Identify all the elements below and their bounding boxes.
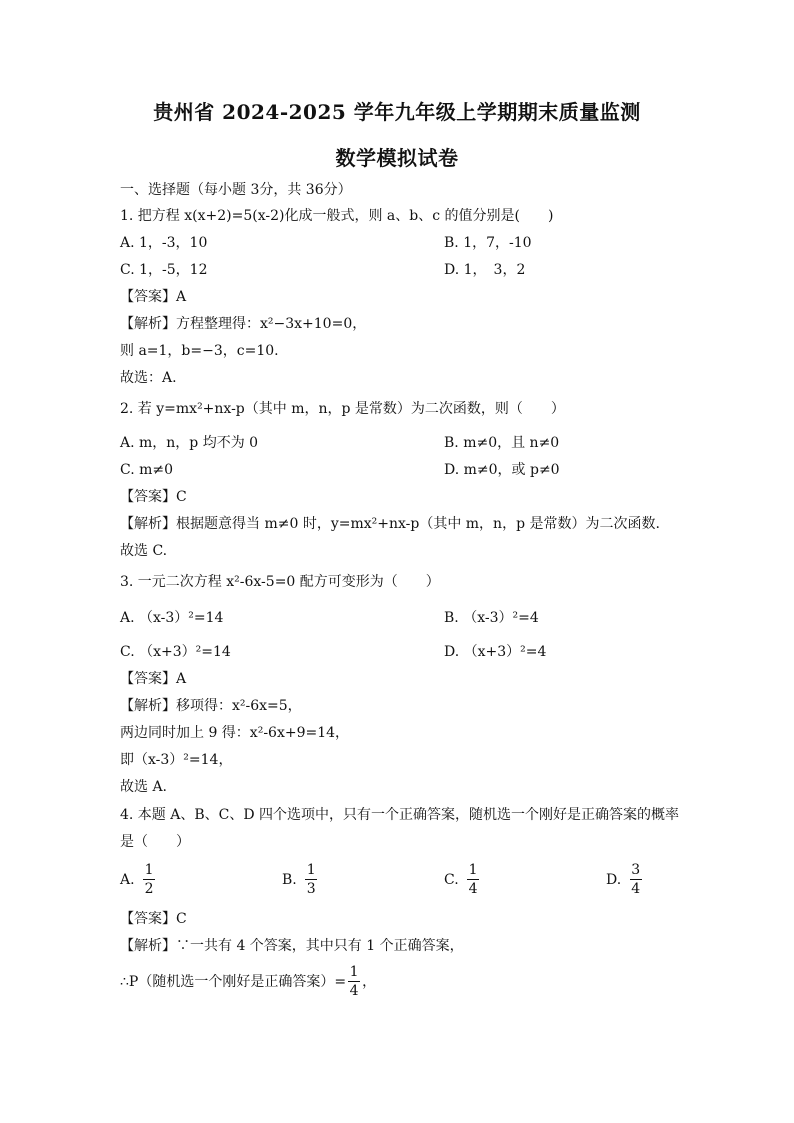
q3-answer: 【答案】A [120, 671, 187, 687]
q4-option-a-numerator: 1 [144, 862, 154, 878]
q1-stem: 1. 把方程 x(x+2)=5(x-2)化成一般式，则 a、b、c 的值分别是( ) [120, 208, 554, 224]
q1-option-d: D. 1， 3，2 [444, 262, 526, 278]
section-heading: 一、选择题（每小题 3分，共 36分） [120, 182, 352, 198]
fraction-bar [305, 879, 317, 880]
q1-answer: 【答案】A [120, 289, 187, 305]
q4-option-d-numerator: 3 [631, 862, 641, 878]
q4-option-b-fraction [305, 862, 318, 897]
q4-option-b [282, 862, 318, 897]
q4-option-a-fraction [143, 862, 156, 897]
q2-stem: 2. 若 y=mx²+nx-p（其中 m，n，p 是常数）为二次函数，则（ ） [120, 401, 565, 417]
fraction-bar [348, 981, 360, 982]
q2-analysis-1: 【解析】根据题意得当 m≠0 时，y=mx²+nx-p（其中 m，n，p 是常数）为二次函数. [120, 516, 660, 532]
q4-option-a-denominator: 2 [144, 881, 154, 897]
q4-option-c-denominator: 4 [468, 881, 478, 897]
q3-option-a: A. （x-3）²=14 [120, 610, 224, 626]
q2-answer: 【答案】C [120, 489, 187, 505]
q1-option-c: C. 1，-5，12 [120, 262, 208, 278]
q4-option-c [444, 862, 480, 897]
q4-option-b-denominator: 3 [306, 881, 316, 897]
q4-stem-line-2: 是（ ） [120, 834, 190, 850]
q3-analysis-3: 即（x-3）²=14， [120, 752, 233, 768]
q2-option-d: D. m≠0，或 p≠0 [444, 462, 560, 478]
q4-option-d [606, 862, 642, 897]
q4-stem-line-1: 4. 本题 A、B、C、D 四个选项中，只有一个正确答案，随机选一个刚好是正确答案的概率 [120, 807, 680, 823]
q4-analysis-2-fraction [348, 964, 360, 999]
q4-analysis-2-prefix: ∴P（随机选一个刚好是正确答案）= [120, 973, 347, 990]
q3-analysis-4: 故选 A. [120, 779, 168, 795]
q4-option-c-numerator: 1 [468, 862, 478, 878]
q4-option-a [120, 862, 155, 897]
q4-analysis-2 [120, 964, 376, 999]
q3-option-c: C. （x+3）²=14 [120, 644, 231, 660]
q2-option-c: C. m≠0 [120, 462, 174, 478]
fraction-bar [630, 879, 642, 880]
q1-analysis-1: 【解析】方程整理得：x²−3x+10=0， [120, 316, 367, 332]
q4-answer: 【答案】C [120, 911, 187, 927]
q4-option-d-label: D. [606, 871, 622, 888]
q2-option-b: B. m≠0，且 n≠0 [444, 435, 560, 451]
q4-option-b-numerator: 1 [306, 862, 316, 878]
q2-analysis-2: 故选 C. [120, 543, 168, 559]
q4-analysis-1: 【解析】∵一共有 4 个答案，其中只有 1 个正确答案， [120, 938, 464, 954]
q4-option-c-label: C. [444, 871, 459, 888]
q3-analysis-2: 两边同时加上 9 得：x²-6x+9=14， [120, 725, 350, 741]
document-title: 贵州省 2024-2025 学年九年级上学期期末质量监测 [153, 100, 641, 124]
q4-analysis-2-denominator: 4 [349, 983, 359, 999]
q4-option-d-denominator: 4 [631, 881, 641, 897]
q3-option-b: B. （x-3）²=4 [444, 610, 539, 626]
q1-option-b: B. 1，7，-10 [444, 235, 532, 251]
q3-stem: 3. 一元二次方程 x²-6x-5=0 配方可变形为（ ） [120, 574, 440, 590]
q4-option-c-fraction [467, 862, 480, 897]
q3-analysis-1: 【解析】移项得：x²-6x=5， [120, 698, 302, 714]
fraction-bar [143, 879, 155, 880]
q3-option-d: D. （x+3）²=4 [444, 644, 547, 660]
q1-analysis-3: 故选：A. [120, 370, 177, 386]
q4-analysis-2-suffix: ， [362, 973, 377, 990]
fraction-bar [467, 879, 479, 880]
document-subtitle: 数学模拟试卷 [335, 146, 459, 170]
q4-analysis-2-numerator: 1 [349, 964, 359, 980]
q1-analysis-2: 则 a=1，b=−3，c=10. [120, 343, 279, 359]
q2-option-a: A. m，n，p 均不为 0 [120, 435, 259, 451]
q4-option-a-label: A. [120, 871, 135, 888]
q4-option-b-label: B. [282, 871, 297, 888]
q1-option-a: A. 1，-3，10 [120, 235, 208, 251]
q4-option-d-fraction [629, 862, 642, 897]
